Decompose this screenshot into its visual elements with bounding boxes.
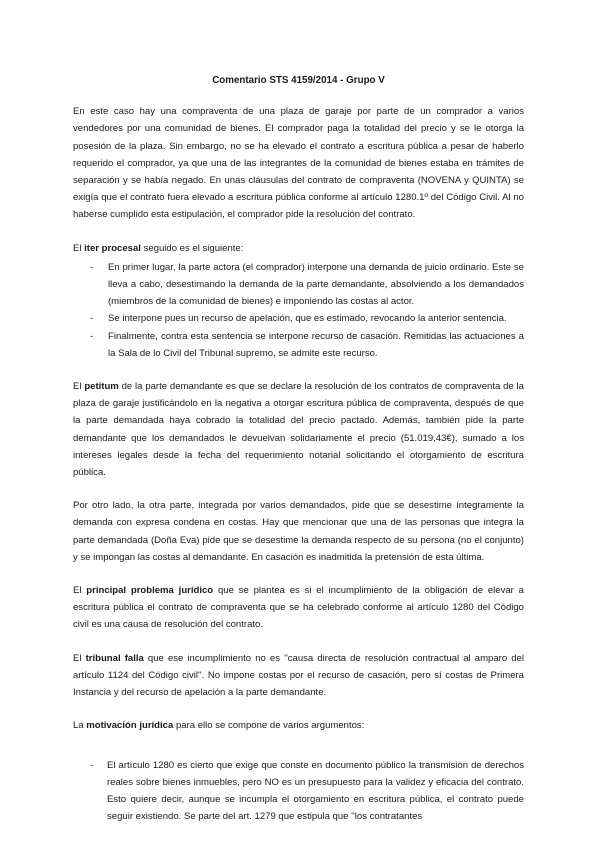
paragraph-facts: En este caso hay una compraventa de una plaza de garaje por parte de un comprador a varios vendedores por una comunidad de bienes. El comprador paga la totalidad del precio y se le otorga la posesión de la plaza. Sin embargo, no se ha elevado el contrato a escritura pública a pesar de haberlo requerido el comprador, ya que una de las integrantes de la comunidad de bienes estaba en trámites de separación y se había negado. En unas cláusulas del contrato de compraventa (NOVENA y QUINTA) se exigía que el contrato fuera elevado a escritura pública conforme al artículo 1280.1º del Código Civil. Al no haberse cumplido esta estipulación, el comprador pide la resolución del contrato. [73,106,524,221]
motivacion-item: - El artículo 1280 es cierto que exige que conste en documento público la transmisión de derechos reales sobre bienes inmuebles, pero NO es un presupuesto para la validez y eficacia del contrato. Esto quiere decir, aunque se incumpla el otorgamiento en escritura pública, el contrato puede seguir existiendo. Se parte del art. 1279 que estipula que ''los contratantes [73,757,524,826]
petitum-keyword: petitum [84,381,119,393]
paragraph-tribunal [73,650,524,702]
iter-item: - En primer lugar, la parte actora (el comprador) interpone una demanda de juicio ordinario. Este se lleva a cabo, desestimando la demanda de la parte demandante, absolviendo a los demandados (miembros de la comunidad de bienes) e imponiendo las costas al actor. [73,259,524,311]
petitum-post: de la parte demandante es que se declare la resolución de los contratos de compraventa de la plaza de garaje justificándolo en la negativa a otorgar escritura pública de compraventa, después de que la parte demandada haya cobrado la totalidad del precio pactado. Además, también pide la parte demandante que los demandados le devuelvan solidariamente el precio (51.019,43€), sumado a los intereses legales desde la fecha del requerimiento notarial solicitando el otorgamiento de escritura pública. [73,381,524,479]
motivacion-keyword: motivación jurídica [86,720,174,732]
iter-intro-pre: El [73,242,85,254]
motivacion-list [73,757,524,826]
motivacion-intro [73,717,524,734]
iter-item: - Se interpone pues un recurso de apelación, que es estimado, revocando la anterior sentencia. [73,310,524,327]
iter-keyword: iter procesal [84,242,141,254]
document-title: Comentario STS 4159/2014 - Grupo V [212,75,385,86]
problema-pre: El [73,585,87,597]
petitum-pre: El [73,381,85,393]
paragraph-petitum [73,378,524,481]
tribunal-keyword: tribunal falla [85,652,144,664]
problema-keyword: principal problema jurídico [86,585,214,597]
paragraph-problema [73,582,524,634]
motivacion-post: para ello se compone de varios argumentos: [173,720,365,732]
paragraph-otra-parte: Por otro lado, la otra parte, integrada por varios demandados, pide que se desestime íntegramente la demanda con expresa condena en costas. Hay que mencionar que una de las personas que integra la parte demandada (Doña Eva) pide que se desestime la demanda respecto de su persona (no el conjunto) y se impongan las costas al demandante. En casación es inadmitida la pretensión de esta última. [73,500,524,563]
iter-intro [73,240,524,257]
problema-post: que se plantea es si el incumplimiento de la obligación de elevar a escritura pública el contrato de compraventa que se ha celebrado conforme al artículo 1280 del Código civil es una causa de resolución del contrato. [73,585,524,631]
iter-intro-post: seguido es el siguiente: [140,242,244,254]
iter-item: - Finalmente, contra esta sentencia se interpone recurso de casación. Remitidas las actuaciones a la Sala de lo Civil del Tribunal supremo, se admite este recurso. [73,328,524,362]
motivacion-pre: La [73,720,87,732]
iter-list [73,259,524,362]
tribunal-post: que ese incumplimiento no es ''causa directa de resolución contractual al amparo del artículo 1124 del Código civil''. No impone costas por el recurso de casación, pero sí costas de Primera Instancia y del recurso de apelación a la parte demandante. [73,652,524,699]
tribunal-pre: El [73,652,86,664]
